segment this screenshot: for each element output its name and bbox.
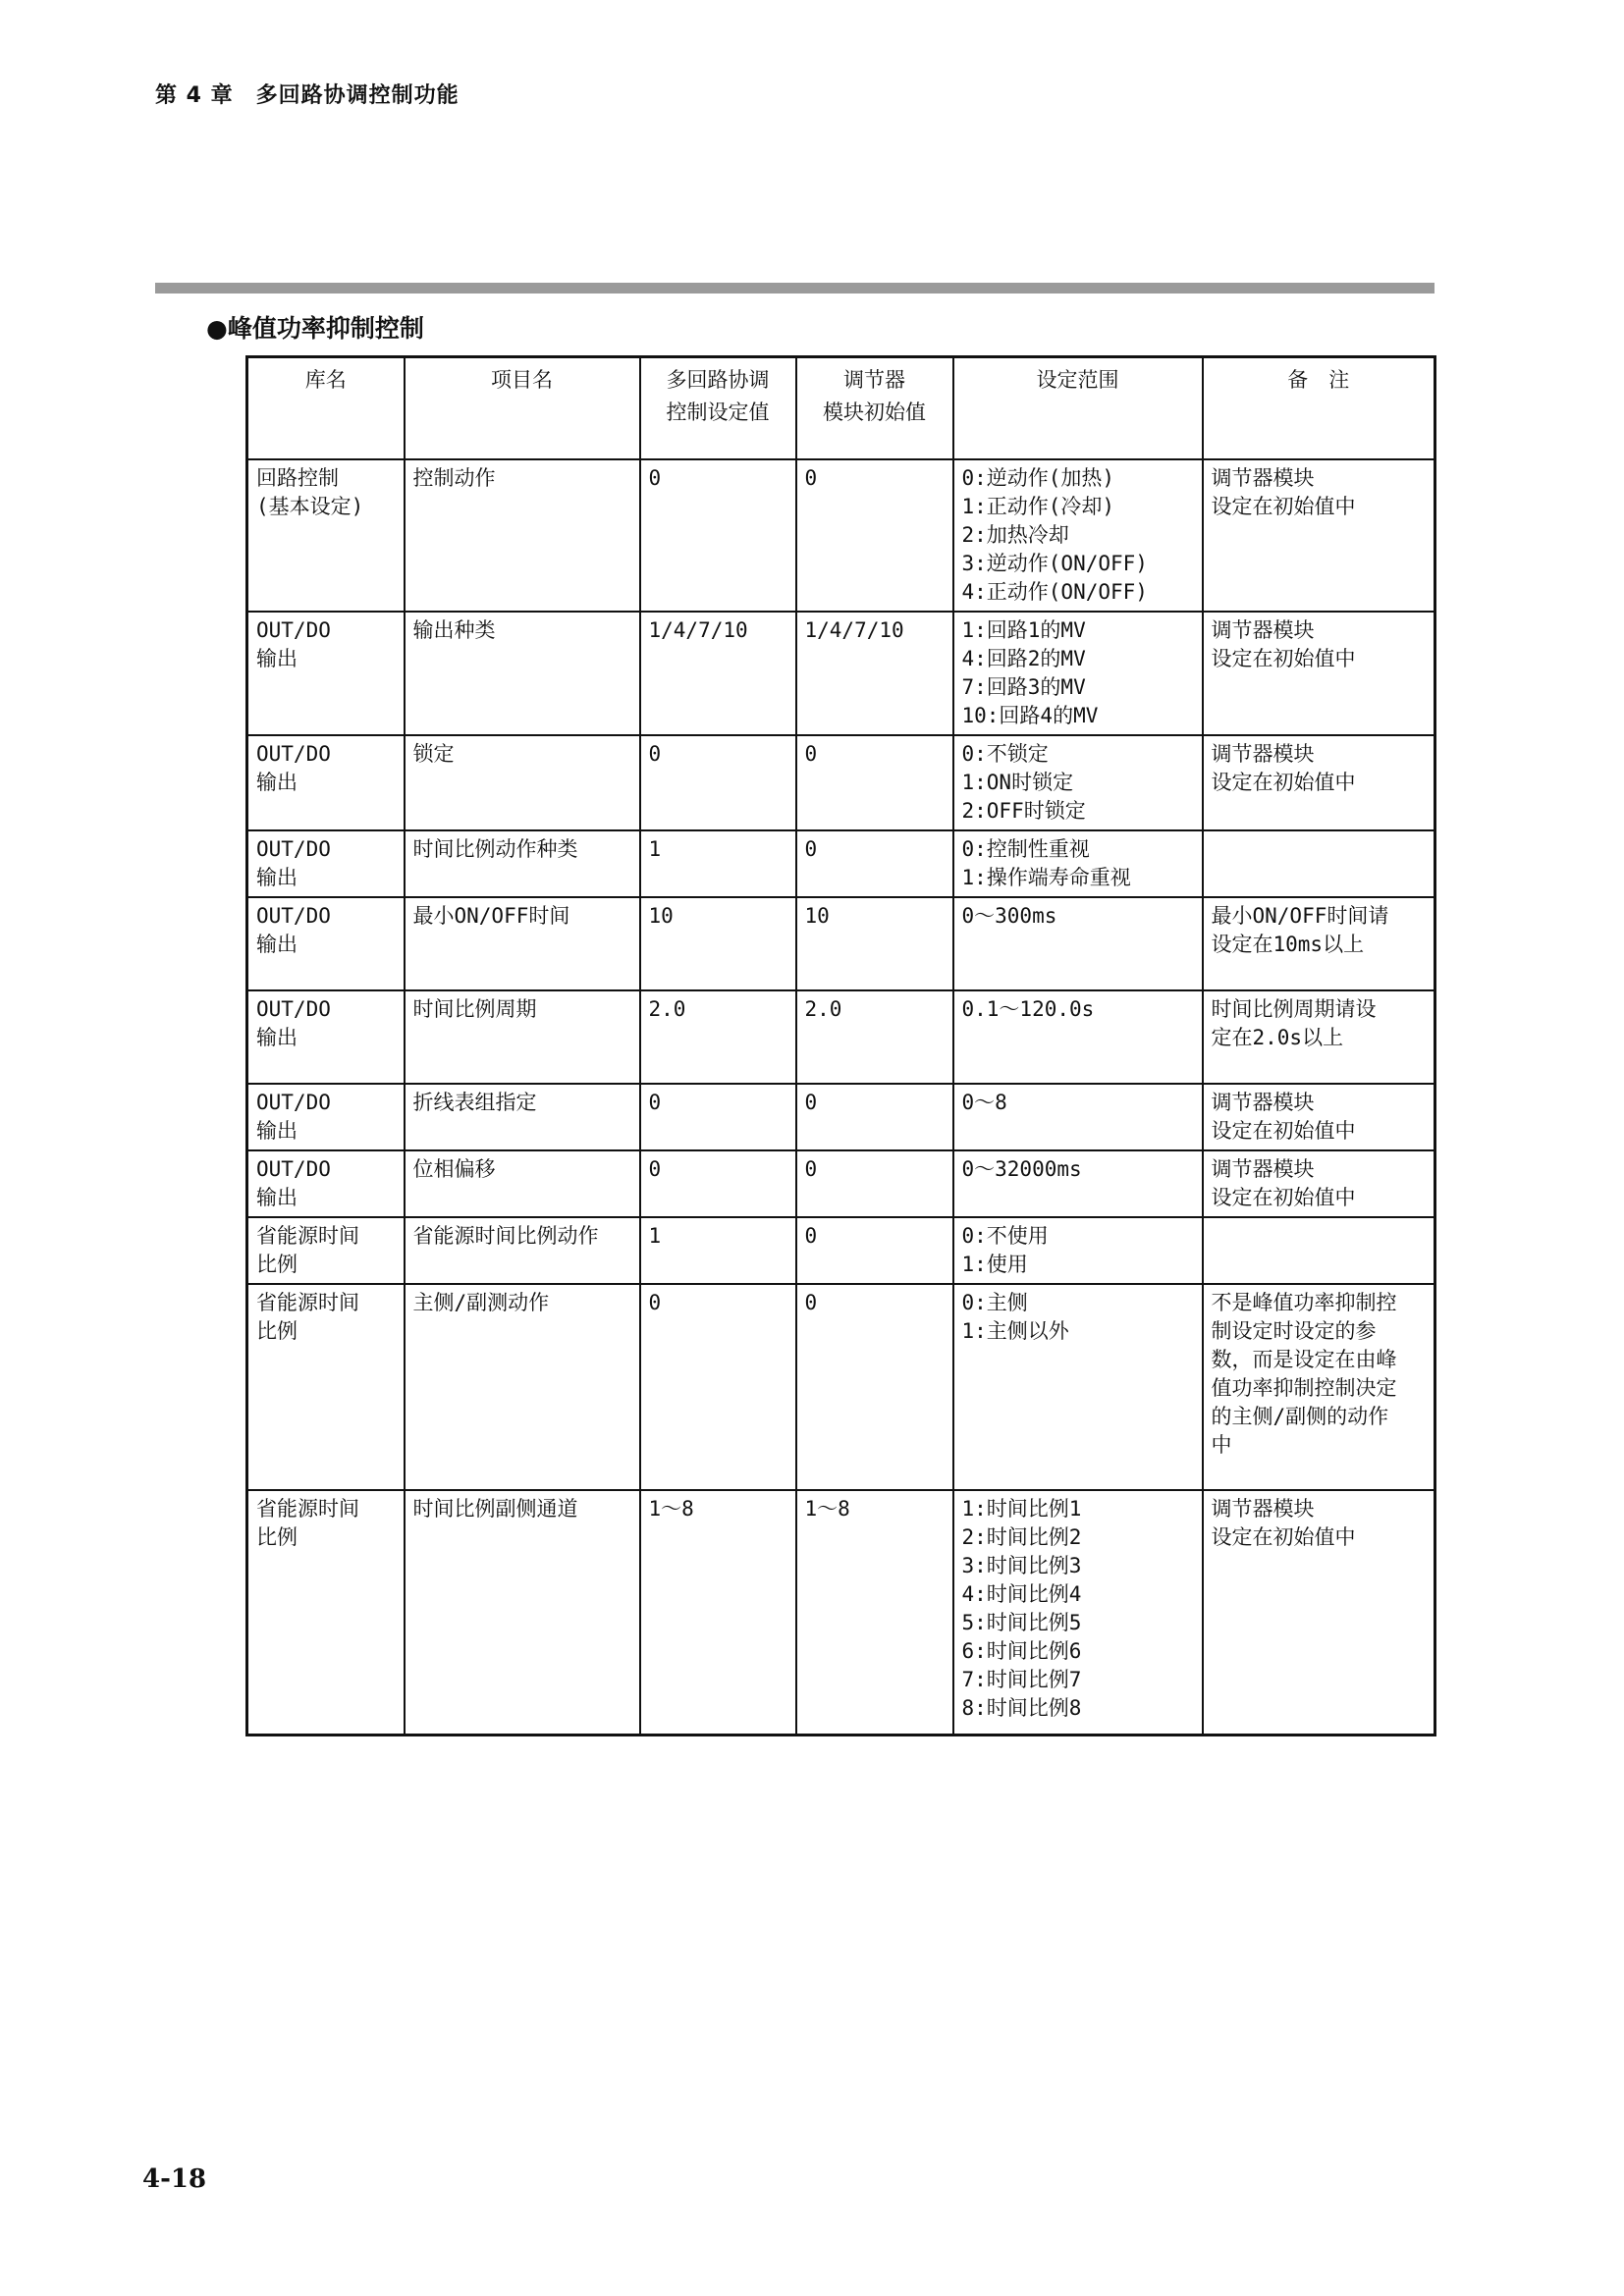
cell-coop-value: 0: [640, 1084, 796, 1150]
cell-item: 位相偏移: [405, 1150, 640, 1217]
page-number: 4-18: [142, 2164, 207, 2194]
cell-init-value: 0: [796, 1150, 953, 1217]
cell-range: 0:不使用 1:使用: [953, 1217, 1203, 1284]
cell-init-value: 0: [796, 1217, 953, 1284]
cell-library: OUT/DO 输出: [247, 1150, 405, 1217]
table-row: [247, 1217, 1435, 1284]
cell-item: 主侧/副测动作: [405, 1284, 640, 1490]
cell-range: 0.1～120.0s: [953, 990, 1203, 1084]
section-divider: [155, 283, 1435, 294]
cell-range: 0～32000ms: [953, 1150, 1203, 1217]
table-row: [247, 830, 1435, 897]
cell-init-value: 10: [796, 897, 953, 990]
cell-coop-value: 1～8: [640, 1490, 796, 1735]
cell-library: OUT/DO 输出: [247, 897, 405, 990]
column-header-item: 项目名: [405, 357, 640, 459]
cell-remarks: [1203, 830, 1435, 897]
cell-init-value: 2.0: [796, 990, 953, 1084]
cell-remarks: 调节器模块 设定在初始值中: [1203, 612, 1435, 735]
cell-item: 锁定: [405, 735, 640, 830]
cell-remarks: 不是峰值功率抑制控 制设定时设定的参 数，而是设定在由峰 值功率抑制控制决定 的主侧/副侧的动作 中: [1203, 1284, 1435, 1490]
table-row: [247, 735, 1435, 830]
cell-remarks: [1203, 1217, 1435, 1284]
cell-remarks: 最小ON/OFF时间请 设定在10ms以上: [1203, 897, 1435, 990]
cell-library: 省能源时间 比例: [247, 1490, 405, 1735]
cell-item: 省能源时间比例动作: [405, 1217, 640, 1284]
cell-item: 控制动作: [405, 459, 640, 612]
cell-coop-value: 0: [640, 1150, 796, 1217]
cell-remarks: 调节器模块 设定在初始值中: [1203, 1150, 1435, 1217]
column-header-coop-value: 多回路协调 控制设定值: [640, 357, 796, 459]
cell-coop-value: 1: [640, 1217, 796, 1284]
cell-library: 省能源时间 比例: [247, 1217, 405, 1284]
cell-library: OUT/DO 输出: [247, 612, 405, 735]
cell-library: OUT/DO 输出: [247, 1084, 405, 1150]
cell-coop-value: 10: [640, 897, 796, 990]
cell-remarks: 调节器模块 设定在初始值中: [1203, 459, 1435, 612]
table-body: [247, 459, 1435, 1735]
cell-item: 时间比例动作种类: [405, 830, 640, 897]
cell-range: 0～300ms: [953, 897, 1203, 990]
cell-remarks: 调节器模块 设定在初始值中: [1203, 1490, 1435, 1735]
cell-remarks: 时间比例周期请设 定在2.0s以上: [1203, 990, 1435, 1084]
cell-library: 回路控制 (基本设定): [247, 459, 405, 612]
column-header-library: 库名: [247, 357, 405, 459]
cell-item: 折线表组指定: [405, 1084, 640, 1150]
cell-item: 时间比例副侧通道: [405, 1490, 640, 1735]
cell-item: 时间比例周期: [405, 990, 640, 1084]
table-row: [247, 897, 1435, 990]
table-row: [247, 1084, 1435, 1150]
cell-init-value: 0: [796, 1084, 953, 1150]
table-row: [247, 1490, 1435, 1735]
column-header-range: 设定范围: [953, 357, 1203, 459]
cell-coop-value: 0: [640, 459, 796, 612]
cell-range: 0:主侧 1:主侧以外: [953, 1284, 1203, 1490]
cell-init-value: 0: [796, 459, 953, 612]
cell-init-value: 0: [796, 1284, 953, 1490]
cell-range: 0:控制性重视 1:操作端寿命重视: [953, 830, 1203, 897]
cell-range: 1:回路1的MV 4:回路2的MV 7:回路3的MV 10:回路4的MV: [953, 612, 1203, 735]
cell-library: 省能源时间 比例: [247, 1284, 405, 1490]
cell-coop-value: 0: [640, 1284, 796, 1490]
cell-item: 输出种类: [405, 612, 640, 735]
chapter-header: 第 4 章 多回路协调控制功能: [155, 83, 460, 108]
table-header-row: [247, 357, 1435, 459]
table-row: [247, 612, 1435, 735]
cell-remarks: 调节器模块 设定在初始值中: [1203, 1084, 1435, 1150]
table-row: [247, 459, 1435, 612]
cell-coop-value: 1/4/7/10: [640, 612, 796, 735]
cell-remarks: 调节器模块 设定在初始值中: [1203, 735, 1435, 830]
cell-init-value: 1/4/7/10: [796, 612, 953, 735]
cell-range: 1:时间比例1 2:时间比例2 3:时间比例3 4:时间比例4 5:时间比例5 6:时间比例6 7:时间比例7 8:时间比例8: [953, 1490, 1203, 1735]
cell-coop-value: 2.0: [640, 990, 796, 1084]
table-row: [247, 990, 1435, 1084]
cell-library: OUT/DO 输出: [247, 735, 405, 830]
cell-init-value: 0: [796, 735, 953, 830]
column-header-init-value: 调节器 模块初始值: [796, 357, 953, 459]
cell-library: OUT/DO 输出: [247, 830, 405, 897]
cell-range: 0:不锁定 1:ON时锁定 2:OFF时锁定: [953, 735, 1203, 830]
cell-range: 0～8: [953, 1084, 1203, 1150]
parameter-table: [245, 355, 1436, 1736]
cell-range: 0:逆动作(加热) 1:正动作(冷却) 2:加热冷却 3:逆动作(ON/OFF) 4:正动作(ON/OFF): [953, 459, 1203, 612]
cell-item: 最小ON/OFF时间: [405, 897, 640, 990]
cell-init-value: 1～8: [796, 1490, 953, 1735]
section-title: ●峰值功率抑制控制: [206, 314, 424, 343]
table-row: [247, 1284, 1435, 1490]
cell-coop-value: 0: [640, 735, 796, 830]
column-header-remarks: 备 注: [1203, 357, 1435, 459]
cell-library: OUT/DO 输出: [247, 990, 405, 1084]
table-row: [247, 1150, 1435, 1217]
cell-coop-value: 1: [640, 830, 796, 897]
cell-init-value: 0: [796, 830, 953, 897]
